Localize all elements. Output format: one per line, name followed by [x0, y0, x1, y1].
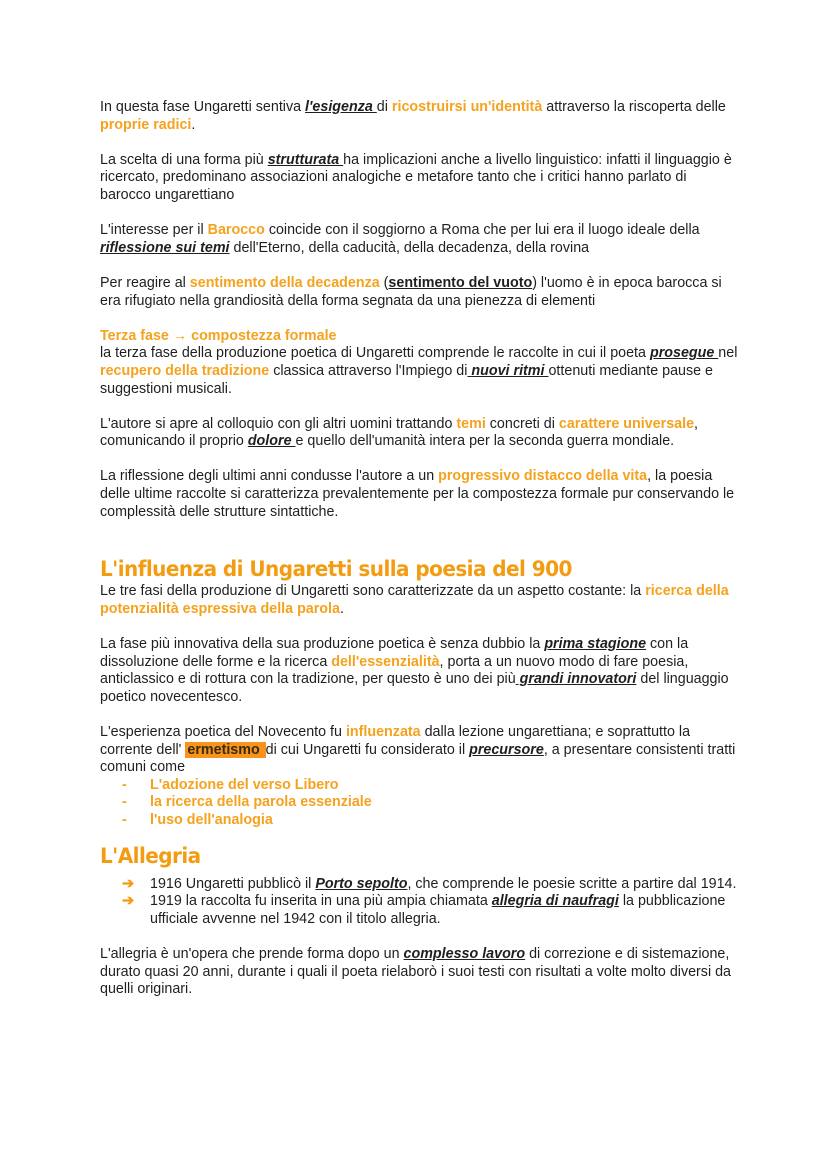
highlight-text: ricerca della potenzialità espressiva della parola	[100, 583, 729, 617]
paragraph-identita	[100, 99, 740, 134]
list-item-text: la ricerca della parola essenziale	[150, 794, 372, 811]
text: , la poesia delle ultime raccolte si caratterizza prevalentemente per la compostezza formale pur conservando le complessità delle strutture sintattiche.	[100, 468, 735, 520]
text: ) l'uomo è in epoca barocca si era rifugiato nella grandiosità della forma segnata da una pienezza di elementi	[100, 274, 722, 309]
text: , che comprende le poesie scritte a partire dal 1914.	[407, 875, 737, 892]
paragraph-ermetismo	[100, 724, 740, 777]
allegria-timeline-list	[122, 876, 740, 929]
text: ha implicazioni anche a livello linguistico: infatti il linguaggio è ricercato, predominano associazioni analogiche e metafore tanto che i critici hanno parlato di barocco ungarettiano	[100, 151, 732, 203]
text: , comunicando il proprio	[100, 415, 698, 450]
keyword: sentimento del vuoto	[388, 274, 533, 291]
keyword: Porto sepolto	[315, 875, 408, 892]
paragraph-barocco	[100, 222, 740, 257]
text: dalla lezione ungarettiana; e soprattutto la corrente dell'	[100, 724, 691, 758]
dash-bullet: -	[122, 776, 127, 793]
paragraph-ultimi-anni	[100, 468, 740, 521]
text: di	[376, 99, 392, 115]
highlight-text: carattere universale	[558, 415, 695, 432]
keyword: l'esigenza	[305, 99, 377, 115]
text: e quello dell'umanità intera per la seconda guerra mondiale.	[295, 433, 675, 450]
text: L'autore si apre al colloquio con gli altri uomini trattando	[100, 415, 457, 432]
list-item	[122, 794, 740, 812]
list-item-text: L'adozione del verso Libero	[150, 776, 339, 793]
keyword: prima stagione	[544, 636, 647, 653]
highlight-text: sentimento della decadenza	[189, 274, 380, 291]
list-item-text: l'uso dell'analogia	[150, 811, 273, 828]
text: di correzione e di sistemazione, durato quasi 20 anni, durante i quali il poeta rielaborò i suoi testi con risultati a volte molto diversi da quelli originari.	[100, 945, 732, 998]
list-item	[122, 812, 740, 830]
text: 1916 Ungaretti pubblicò il	[150, 875, 316, 892]
highlight-text: influenzata	[345, 724, 421, 740]
section-subheading: Terza fase → compostezza formale	[100, 327, 337, 344]
highlight-text: recupero della tradizione	[100, 362, 270, 379]
text: In questa fase Ungaretti sentiva	[100, 99, 306, 115]
highlight-text: ricostruirsi un'identità	[391, 99, 543, 115]
list-item	[122, 893, 740, 928]
text: nel	[718, 345, 738, 362]
text: la pubblicazione ufficiale avvenne nel 1942 con il titolo allegria.	[150, 893, 726, 927]
arrow-icon: ➔	[122, 875, 134, 892]
text: La riflessione degli ultimi anni condusse l'autore a un	[100, 468, 439, 485]
text: ottenuti mediante pause e suggestioni musicali.	[100, 362, 714, 397]
paragraph-decadenza	[100, 275, 740, 310]
text: di cui Ungaretti fu considerato il	[265, 741, 470, 758]
keyword: dolore	[247, 433, 296, 450]
highlight-text: temi	[456, 415, 486, 432]
paragraph-forma-strutturata	[100, 152, 740, 205]
heading-influenza: L'influenza di Ungaretti sulla poesia del 900	[100, 557, 572, 583]
dash-bullet: -	[122, 811, 127, 828]
paragraph-terza-fase	[100, 328, 740, 398]
highlight-text: progressivo distacco della vita	[438, 468, 648, 485]
common-traits-list	[122, 777, 740, 830]
keyword: nuovi ritmi	[467, 362, 549, 379]
highlight-text: proprie radici	[100, 116, 192, 133]
dash-bullet: -	[122, 794, 127, 811]
text: L'allegria è un'opera che prende forma dopo un	[100, 945, 404, 962]
marker-highlight: ermetismo	[187, 741, 264, 758]
text: La fase più innovativa della sua produzione poetica è senza dubbio la	[100, 636, 545, 653]
arrow-icon: ➔	[122, 893, 134, 910]
text: la terza fase della produzione poetica di Ungaretti comprende le raccolte in cui il poeta	[100, 345, 650, 362]
keyword: complesso lavoro	[403, 945, 526, 962]
paragraph-colloquio	[100, 416, 740, 451]
paragraph-tre-fasi	[100, 583, 740, 618]
text: attraverso la riscoperta delle	[542, 99, 726, 115]
text: La scelta di una forma più	[100, 151, 268, 168]
keyword: strutturata	[267, 151, 344, 168]
text: classica attraverso l'Impiego di	[269, 362, 468, 379]
highlight-text: Barocco	[207, 222, 265, 239]
keyword: precursore	[469, 741, 544, 758]
text: , a presentare consistenti tratti comuni come	[100, 741, 736, 776]
heading-allegria: L'Allegria	[100, 843, 201, 869]
text: L'interesse per il	[100, 222, 208, 239]
text: con la dissoluzione delle forme e la ricerca	[100, 636, 689, 670]
text: .	[191, 116, 196, 133]
text: coincide con il soggiorno a Roma che per lui era il luogo ideale della	[264, 222, 700, 239]
keyword: riflessione sui temi	[100, 239, 230, 256]
list-item	[122, 777, 740, 795]
keyword: allegria di naufragi	[491, 893, 619, 910]
list-item	[122, 876, 740, 894]
text: Le tre fasi della produzione di Ungaretti sono caratterizzate da un aspetto costante: la	[100, 583, 646, 600]
text: L'esperienza poetica del Novecento fu	[100, 724, 346, 740]
text: (	[379, 274, 389, 291]
text: Per reagire al	[100, 274, 190, 291]
paragraph-complesso-lavoro	[100, 946, 740, 999]
keyword: grandi innovatori	[515, 671, 637, 688]
document-page	[100, 99, 740, 1016]
text: 1919 la raccolta fu inserita in una più ampia chiamata	[150, 893, 492, 910]
text: del linguaggio poetico novecentesco.	[100, 671, 729, 705]
highlight-text: dell'essenzialità	[331, 653, 440, 670]
text: concreti di	[485, 415, 559, 432]
paragraph-prima-stagione	[100, 636, 740, 706]
keyword: prosegue	[649, 345, 719, 362]
text: dell'Eterno, della caducità, della decadenza, della rovina	[229, 239, 590, 256]
text: .	[339, 600, 344, 617]
text: , porta a un nuovo modo di fare poesia, anticlassico e di rottura con la tradizione, per questo è uno dei più	[100, 653, 689, 688]
